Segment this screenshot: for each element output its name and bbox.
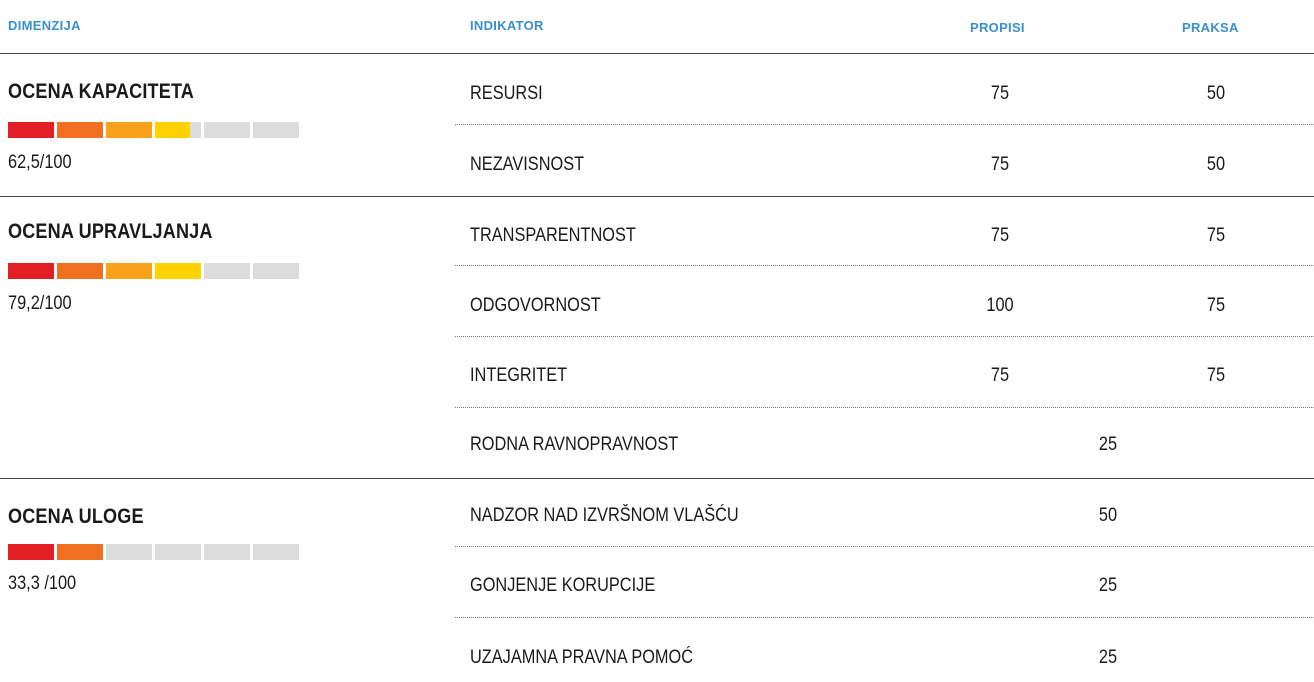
indicator-name: NADZOR NAD IZVRŠNOM VLAŠĆU [470,505,739,526]
score-bar [8,544,299,560]
score-bar-segment [57,544,103,560]
indicator-name: RODNA RAVNOPRAVNOST [470,434,679,455]
header-dimension: DIMENZIJA [8,18,81,33]
score-bar-fill [57,122,103,138]
score-bar-fill [106,122,152,138]
indicator-name: NEZAVISNOST [470,154,585,175]
practice-score: 50 [1206,83,1226,104]
score-bar-fill [8,544,54,560]
practice-score: 75 [1206,225,1226,246]
header-rule [0,53,1314,54]
header-practice: PRAKSA [1182,20,1239,35]
row-separator [455,407,1314,408]
score-bar-segment [204,544,250,560]
score-bar-fill [155,122,190,138]
score-bar-segment [106,122,152,138]
score-bar-segment [57,263,103,279]
indicator-name: RESURSI [470,83,543,104]
combined-score: 25 [1098,647,1118,668]
score-bar-segment [204,122,250,138]
score-bar-segment [253,263,299,279]
laws-score: 75 [990,225,1010,246]
score-bar-segment [106,544,152,560]
score-bar-segment [8,544,54,560]
dimension-score: 79,2/100 [8,293,72,314]
row-separator [455,617,1314,618]
score-bar-fill [155,263,201,279]
score-bar-fill [8,122,54,138]
indicator-name: TRANSPARENTNOST [470,225,636,246]
indicator-name: ODGOVORNOST [470,295,601,316]
laws-score: 75 [990,154,1010,175]
row-separator [455,265,1314,266]
combined-score: 50 [1098,505,1118,526]
score-bar-fill [57,263,103,279]
header-laws: PROPISI [970,20,1025,35]
dimension-score: 33,3 /100 [8,573,77,594]
indicator-name: UZAJAMNA PRAVNA POMOĆ [470,647,694,668]
practice-score: 50 [1206,154,1226,175]
score-bar-segment [253,544,299,560]
row-separator [455,124,1314,125]
dimension-score: 62,5/100 [8,152,72,173]
score-bar-segment [253,122,299,138]
dimension-title: OCENA KAPACITETA [8,80,195,103]
row-separator [455,546,1314,547]
header-indicator: INDIKATOR [470,18,544,33]
score-bar-segment [155,122,201,138]
laws-score: 100 [986,295,1014,316]
score-bar-fill [8,263,54,279]
combined-score: 25 [1098,575,1118,596]
score-bar-segment [106,263,152,279]
score-bar [8,263,299,279]
score-bar [8,122,299,138]
practice-score: 75 [1206,295,1226,316]
row-separator [455,336,1314,337]
score-bar-segment [57,122,103,138]
score-bar-segment [204,263,250,279]
laws-score: 75 [990,83,1010,104]
practice-score: 75 [1206,365,1226,386]
dimension-title: OCENA ULOGE [8,505,144,528]
indicator-name: INTEGRITET [470,365,568,386]
score-bar-fill [106,263,152,279]
dimension-title: OCENA UPRAVLJANJA [8,220,213,243]
score-bar-segment [155,544,201,560]
score-bar-fill [57,544,103,560]
score-bar-fill [204,263,239,279]
section-rule [0,196,1314,197]
score-bar-segment [8,122,54,138]
indicator-name: GONJENJE KORUPCIJE [470,575,656,596]
score-bar-segment [155,263,201,279]
section-rule [0,478,1314,479]
score-bar-segment [8,263,54,279]
laws-score: 75 [990,365,1010,386]
combined-score: 25 [1098,434,1118,455]
